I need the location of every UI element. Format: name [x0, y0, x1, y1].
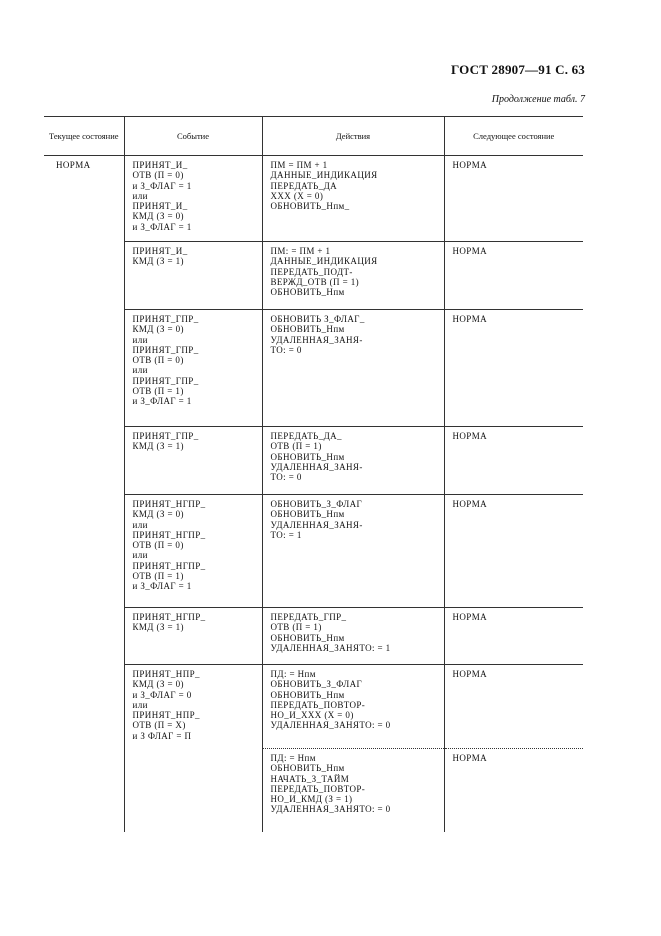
current-state-value: НОРМА — [56, 160, 91, 170]
table-row — [44, 665, 583, 749]
next-state-cell: НОРМА — [452, 431, 488, 441]
action-cell: ПЕРЕДАТЬ_ГПР_ ОТВ (П = 1) ОБНОВИТЬ_Нпм УДАЛЕННАЯ_ЗАНЯТО: = 1 — [270, 612, 391, 653]
table-header-row — [44, 117, 583, 156]
next-state-cell: НОРМА — [452, 669, 488, 679]
action-cell: ОБНОВИТЬ_З_ФЛАГ ОБНОВИТЬ_Нпм УДАЛЕННАЯ_ЗАНЯ- ТО: = 1 — [270, 499, 363, 540]
table-row — [44, 310, 583, 427]
page-header: ГОСТ 28907—91 С. 63 — [451, 62, 585, 77]
column-header-event: Событие — [124, 117, 262, 156]
table-row — [44, 427, 583, 495]
next-state-cell: НОРМА — [452, 612, 488, 622]
event-cell: ПРИНЯТ_ГПР_ КМД (З = 1) — [132, 431, 199, 452]
action-cell-alternative: ПД: = Нпм ОБНОВИТЬ_Нпм НАЧАТЬ_З_ТАЙМ ПЕРЕДАТЬ_ПОВТОР- НО_И_КМД (З = 1) УДАЛЕННАЯ_ЗАНЯТО: = 0 — [270, 753, 391, 815]
state-table — [44, 116, 583, 832]
table-continuation-label: Продолжение табл. 7 — [491, 94, 585, 105]
event-cell: ПРИНЯТ_НПР_ КМД (З = 0) и З_ФЛАГ = 0 или ПРИНЯТ_НПР_ ОТВ (П = X) и З ФЛАГ = П — [132, 669, 200, 741]
action-cell: ПМ: = ПМ + 1 ДАННЫЕ_ИНДИКАЦИЯ ПЕРЕДАТЬ_ПОДТ- ВЕРЖД_ОТВ (П = 1) ОБНОВИТЬ_Нпм — [270, 246, 378, 298]
table-row — [44, 495, 583, 608]
action-cell: ОБНОВИТЬ З_ФЛАГ_ ОБНОВИТЬ_Нпм УДАЛЕННАЯ_ЗАНЯ- ТО: = 0 — [270, 314, 365, 355]
current-state-cell — [44, 156, 124, 832]
column-header-current-state: Текущее состояние — [44, 117, 124, 156]
event-cell: ПРИНЯТ_И_ ОТВ (П = 0) и З_ФЛАГ = 1 или ПРИНЯТ_И_ КМД (З = 0) и З_ФЛАГ = 1 — [132, 160, 192, 232]
action-cell: ПЕРЕДАТЬ_ДА_ ОТВ (П = 1) ОБНОВИТЬ_Нпм УДАЛЕННАЯ_ЗАНЯ- ТО: = 0 — [270, 431, 363, 483]
event-cell: ПРИНЯТ_НГПР_ КМД (З = 1) — [132, 612, 206, 633]
next-state-cell: НОРМА — [452, 314, 488, 324]
action-cell: ПМ = ПМ + 1 ДАННЫЕ_ИНДИКАЦИЯ ПЕРЕДАТЬ_ДА XXX (Х = 0) ОБНОВИТЬ_Нпм_ — [270, 160, 378, 212]
column-header-next-state: Следующее состояние — [444, 117, 583, 156]
table-row — [44, 242, 583, 310]
action-cell: ПД: = Нпм ОБНОВИТЬ_З_ФЛАГ ОБНОВИТЬ_Нпм ПЕРЕДАТЬ_ПОВТОР- НО_И_XXX (Х = 0) УДАЛЕННАЯ_ЗАНЯТО: = 0 — [270, 669, 391, 731]
next-state-cell: НОРМА — [452, 246, 488, 256]
next-state-cell: НОРМА — [452, 160, 488, 170]
table-row — [44, 156, 583, 242]
event-cell: ПРИНЯТ_НГПР_ КМД (З = 0) или ПРИНЯТ_НГПР_ ОТВ (П = 0) или ПРИНЯТ_НГПР_ ОТВ (П = 1) и З_ФЛАГ = 1 — [132, 499, 206, 592]
column-header-actions: Действия — [262, 117, 444, 156]
table-row — [44, 608, 583, 665]
next-state-cell-alternative: НОРМА — [452, 753, 488, 763]
event-cell-merged — [124, 665, 262, 832]
event-cell: ПРИНЯТ_ГПР_ КМД (З = 0) или ПРИНЯТ_ГПР_ ОТВ (П = 0) или ПРИНЯТ_ГПР_ ОТВ (П = 1) и З_ФЛАГ = 1 — [132, 314, 199, 407]
next-state-cell: НОРМА — [452, 499, 488, 509]
event-cell: ПРИНЯТ_И_ КМД (З = 1) — [132, 246, 188, 267]
